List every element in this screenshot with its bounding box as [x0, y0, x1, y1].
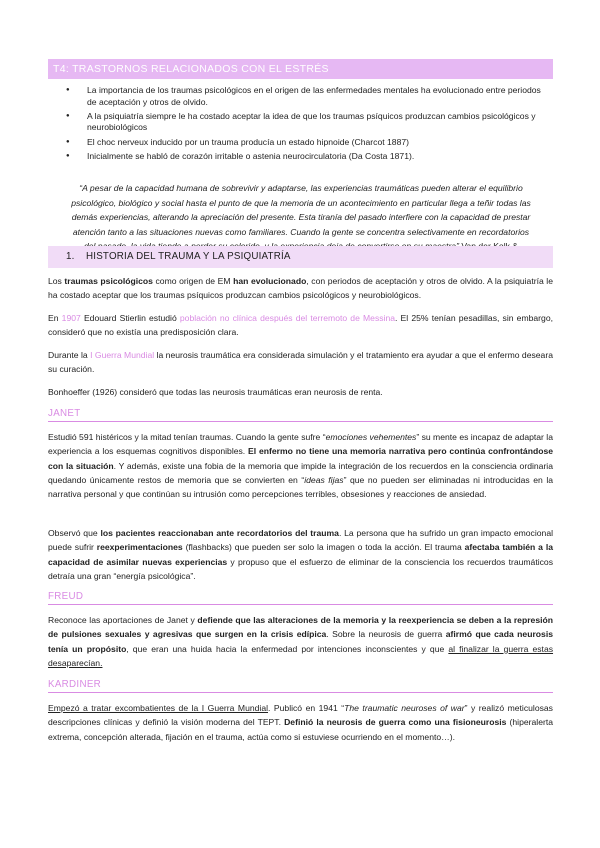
list-item: ● La importancia de los traumas psicológicos en el origen de las enfermedades mentales ha evolucionado entre periodos de aceptación y otros de olvido.	[60, 85, 550, 108]
text-run: . El 25% tenían pesadillas, sin embargo, consideró que no existía una predisposición clara.	[48, 313, 553, 338]
page-title: T4: TRASTORNOS RELACIONADOS CON EL ESTRÉS	[48, 59, 553, 79]
italic-text: The traumatic neuroses of war	[344, 703, 465, 713]
highlight-year: 1907	[61, 313, 81, 323]
bold-text: han evolucionado	[233, 276, 307, 286]
bold-text: reexperimentaciones	[96, 542, 183, 553]
text-run: ” y realizó meticulosas descripciones clínicas y definió la visión moderna del TEPT.	[48, 703, 553, 728]
subheading-kardiner: KARDINER	[48, 679, 553, 693]
bold-text: El enfermo no tiene una memoria narrativa pero continúa confrontándose con la situación	[48, 446, 553, 471]
underlined-text: Empezó a tratar excombatientes de la I Guerra Mundial	[48, 703, 269, 713]
highlight-text: I Guerra Mundial	[90, 350, 155, 360]
text-run: como origen de EM	[152, 276, 234, 286]
text-run: En	[48, 313, 62, 323]
list-item: ● Inicialmente se habló de corazón irritable o astenia neurocirculatoria (Da Costa 1871).	[60, 151, 550, 163]
bold-text: los pacientes reaccionaban ante recordatorios del trauma	[100, 528, 339, 538]
paragraph-janet-2	[48, 526, 553, 583]
text-run: la neurosis traumática era considerada simulación y el tratamiento era ayudar a que el enfermo deseara su curación.	[48, 350, 553, 375]
text-run: (flashbacks) que pueden ser solo la imagen o toda la acción. El trauma	[182, 542, 465, 553]
bold-text: defiende que las alteraciones de la memoria y la reexperiencia se deben a la represión de pulsiones sexuales y agresivas que surgen en la crisis edípica	[48, 615, 553, 640]
bold-text: afirmó que cada neurosis tenía un propósito	[48, 629, 553, 654]
text-run: . Y además, existe una fobia de la memoria que impide la integración de los recuerdos en la consciencia ordinaria quedando únicamente restos de memoria que se convierten en “	[48, 460, 553, 485]
intro-bullet-list	[60, 85, 550, 165]
paragraph-freud	[48, 613, 553, 670]
text-run: Reconoce las aportaciones de Janet y	[48, 615, 198, 625]
list-item: ● El choc nerveux inducido por un trauma producía un estado hipnoide (Charcot 1887)	[60, 137, 550, 149]
text-run: . Sobre la neurosis de guerra	[326, 629, 446, 640]
paragraph-stierlin	[48, 311, 553, 340]
text-run: , que eran una huida hacia la enfermedad por intenciones inconscientes y que	[126, 643, 449, 654]
text-run: (hiperalerta extrema, concepción alterada, fijación en el trauma, actúa como si estuviese ocurriendo en el momento…).	[48, 717, 553, 742]
italic-text: emociones vehementes	[325, 432, 417, 442]
subheading-freud: FREUD	[48, 591, 553, 605]
text-run: , con periodos de aceptación y otros de olvido. A la psiquiatría le ha costado aceptar que los traumas psíquicos produzcan cambios psicológicos y neurobiológicos.	[48, 276, 553, 301]
highlight-text: población no clínica después del terremoto de Messina	[179, 313, 396, 323]
text-run: y propuso que el esfuerzo de eliminar de la consciencia los recuerdos traumáticos detraía una gran “energía psicológica”.	[48, 556, 553, 581]
subheading-janet: JANET	[48, 408, 553, 422]
text-run: ” que no pueden ser eliminadas ni introducidas en la narrativa personal y que continúan su intrusión como percepciones terribles, obsesiones y reacciones de ansiedad.	[48, 474, 554, 500]
underlined-text: al finalizar la guerra estas desaparecían.	[48, 643, 554, 668]
bold-text: afectaba también a la capacidad de asimilar nuevas experiencias	[48, 542, 553, 567]
text-run: ” su mente es incapaz de adaptar la experiencia a los esquemas cognitivos disponibles.	[48, 432, 553, 457]
bold-text: Definió la neurosis de guerra como una fisioneurosis	[284, 717, 507, 728]
text-run: . Publicó en 1941 “	[268, 703, 345, 713]
bold-text: traumas psicológicos	[64, 276, 153, 286]
section-heading	[48, 246, 553, 268]
text-run: . La persona que ha sufrido un gran impacto emocional puede sufrir	[48, 528, 554, 553]
paragraph-trauma-origin	[48, 274, 553, 303]
text-run: Los	[48, 276, 65, 286]
quote-text: “A pesar de la capacidad humana de sobrevivir y adaptarse, las experiencias traumáticas pueden alterar el equilibrio psicológico, biológico y social hasta el punto de que la memoria de un acontecimiento en particular llega a teñir todas las demás experiencias, alterando la apreciación del presente. Esta tiranía del pasado interfiere con la capacidad de prestar atención tanto a las situaciones nuevas como familiares. Cuando la gente se concentra selectivamente en recordatorios	[71, 183, 531, 237]
list-item: ● A la psiquiatría siempre le ha costado aceptar la idea de que los traumas psíquicos produzcan cambios psicológicos y neurobiológicos	[60, 111, 550, 134]
paragraph-janet-1	[48, 430, 553, 501]
paragraph-kardiner	[48, 701, 553, 744]
paragraph-wwi	[48, 348, 553, 377]
italic-text: ideas fijas	[304, 474, 344, 485]
section-title: HISTORIA DEL TRAUMA Y LA PSIQUIATRÍA	[86, 251, 291, 262]
section-number: 1.	[66, 251, 75, 262]
text-run: Observó que	[48, 528, 101, 538]
text-run: Estudió 591 histéricos y la mitad tenían traumas. Cuando la gente sufre “	[48, 432, 326, 442]
paragraph-bonhoeffer: Bonhoeffer (1926) consideró que todas las neurosis traumáticas eran neurosis de renta.	[48, 387, 383, 397]
text-run: Edouard Stierlin estudió	[80, 313, 180, 323]
text-run: Durante la	[48, 350, 91, 360]
